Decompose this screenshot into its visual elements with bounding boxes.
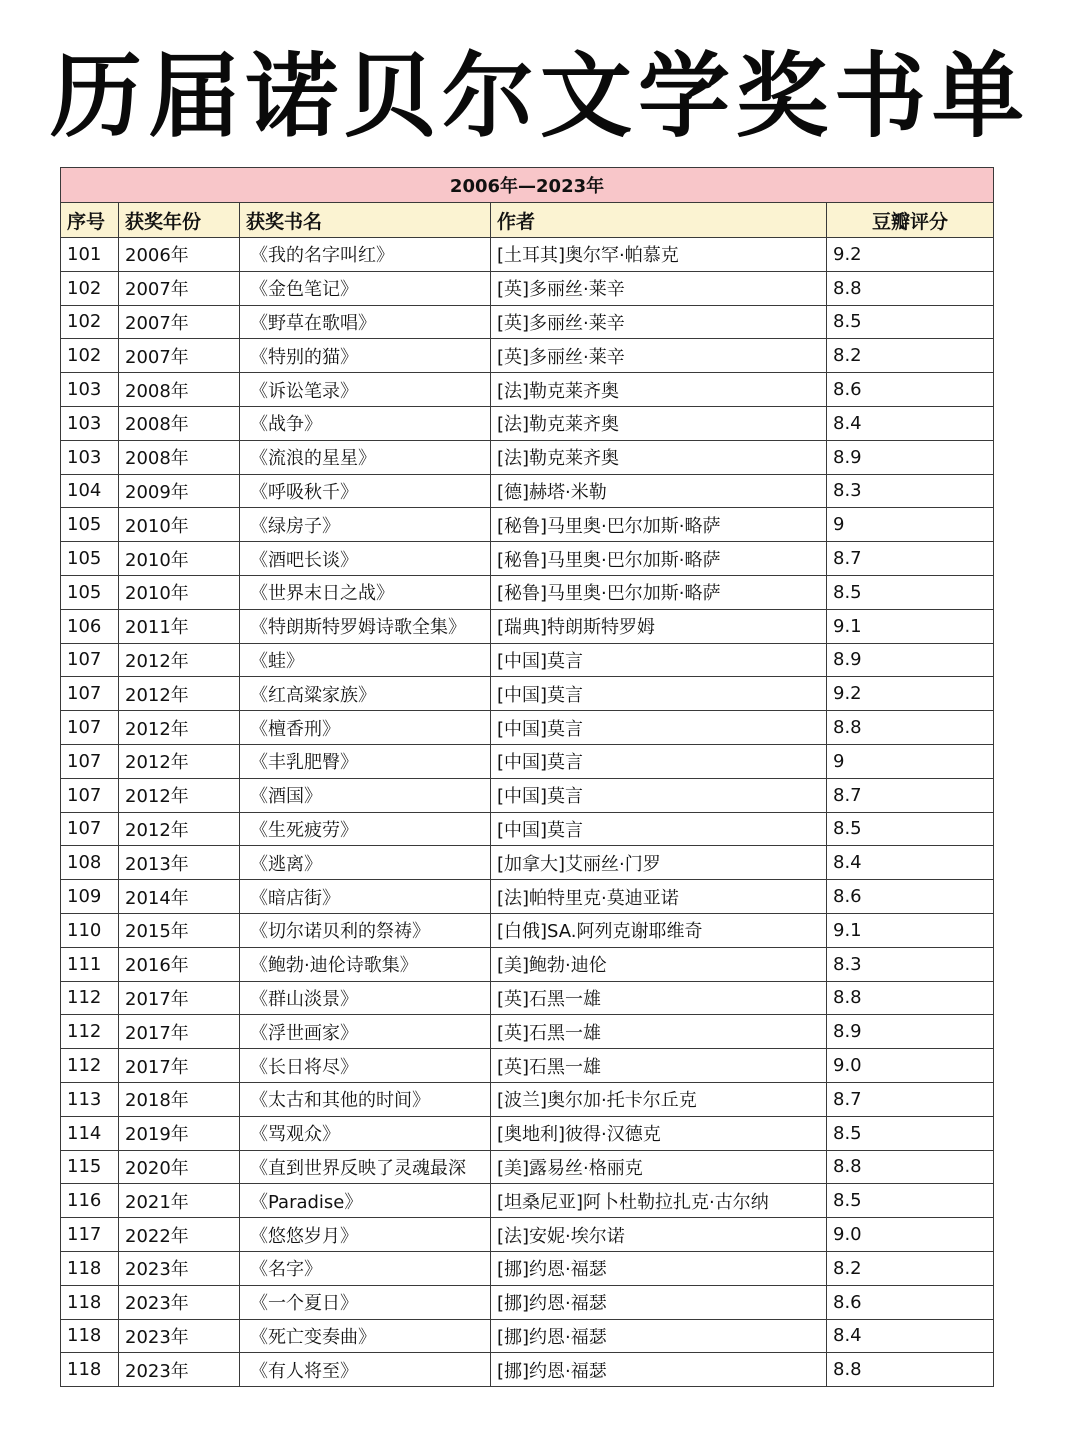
cell-author: [秘鲁]马里奥·巴尔加斯·略萨 xyxy=(491,508,827,542)
cell-index: 118 xyxy=(61,1319,119,1353)
cell-author: [英]石黑一雄 xyxy=(491,981,827,1015)
cell-book-title: 《生死疲劳》 xyxy=(240,812,491,846)
cell-book-title: 《太古和其他的时间》 xyxy=(240,1082,491,1116)
header-book-title: 获奖书名 xyxy=(240,203,491,238)
cell-index: 103 xyxy=(61,440,119,474)
cell-book-title: 《流浪的星星》 xyxy=(240,440,491,474)
cell-index: 114 xyxy=(61,1116,119,1150)
cell-year: 2012年 xyxy=(119,677,240,711)
cell-book-title: 《直到世界反映了灵魂最深 xyxy=(240,1150,491,1184)
cell-year: 2019年 xyxy=(119,1116,240,1150)
cell-year: 2021年 xyxy=(119,1184,240,1218)
cell-index: 107 xyxy=(61,744,119,778)
cell-author: [美]鲍勃·迪伦 xyxy=(491,947,827,981)
cell-index: 117 xyxy=(61,1218,119,1252)
table-row xyxy=(61,1184,994,1218)
cell-book-title: 《呼吸秋千》 xyxy=(240,474,491,508)
table-row xyxy=(61,1319,994,1353)
header-index: 序号 xyxy=(61,203,119,238)
cell-author: [秘鲁]马里奥·巴尔加斯·略萨 xyxy=(491,542,827,576)
table-row xyxy=(61,609,994,643)
table-row xyxy=(61,1218,994,1252)
cell-rating: 8.8 xyxy=(827,981,994,1015)
table-row xyxy=(61,1251,994,1285)
cell-author: [坦桑尼亚]阿卜杜勒拉扎克·古尔纳 xyxy=(491,1184,827,1218)
cell-rating: 9.1 xyxy=(827,609,994,643)
cell-rating: 8.8 xyxy=(827,1353,994,1387)
cell-rating: 8.4 xyxy=(827,1319,994,1353)
cell-author: [法]勒克莱齐奥 xyxy=(491,440,827,474)
cell-book-title: 《浮世画家》 xyxy=(240,1015,491,1049)
cell-year: 2007年 xyxy=(119,339,240,373)
cell-rating: 8.6 xyxy=(827,880,994,914)
cell-year: 2010年 xyxy=(119,575,240,609)
cell-rating: 8.8 xyxy=(827,1150,994,1184)
cell-author: [法]帕特里克·莫迪亚诺 xyxy=(491,880,827,914)
cell-index: 105 xyxy=(61,575,119,609)
cell-book-title: 《丰乳肥臀》 xyxy=(240,744,491,778)
cell-author: [德]赫塔·米勒 xyxy=(491,474,827,508)
cell-book-title: 《红高粱家族》 xyxy=(240,677,491,711)
table-row xyxy=(61,1082,994,1116)
cell-rating: 8.5 xyxy=(827,1184,994,1218)
cell-index: 118 xyxy=(61,1353,119,1387)
cell-book-title: 《世界末日之战》 xyxy=(240,575,491,609)
cell-book-title: 《金色笔记》 xyxy=(240,271,491,305)
cell-rating: 8.4 xyxy=(827,406,994,440)
cell-rating: 9 xyxy=(827,508,994,542)
cell-year: 2023年 xyxy=(119,1319,240,1353)
cell-book-title: 《蛙》 xyxy=(240,643,491,677)
cell-index: 116 xyxy=(61,1184,119,1218)
cell-book-title: 《酒国》 xyxy=(240,778,491,812)
cell-author: [中国]莫言 xyxy=(491,643,827,677)
cell-rating: 8.7 xyxy=(827,778,994,812)
table-row xyxy=(61,474,994,508)
cell-index: 112 xyxy=(61,1015,119,1049)
cell-book-title: 《Paradise》 xyxy=(240,1184,491,1218)
table-row xyxy=(61,913,994,947)
cell-year: 2007年 xyxy=(119,271,240,305)
cell-author: [中国]莫言 xyxy=(491,711,827,745)
cell-rating: 8.5 xyxy=(827,575,994,609)
cell-rating: 8.7 xyxy=(827,542,994,576)
cell-book-title: 《战争》 xyxy=(240,406,491,440)
cell-author: [英]多丽丝·莱辛 xyxy=(491,339,827,373)
cell-rating: 9.1 xyxy=(827,913,994,947)
cell-rating: 8.2 xyxy=(827,339,994,373)
table-row xyxy=(61,373,994,407)
cell-index: 107 xyxy=(61,677,119,711)
cell-year: 2008年 xyxy=(119,440,240,474)
cell-year: 2008年 xyxy=(119,373,240,407)
cell-author: [瑞典]特朗斯特罗姆 xyxy=(491,609,827,643)
cell-book-title: 《鲍勃·迪伦诗歌集》 xyxy=(240,947,491,981)
cell-index: 110 xyxy=(61,913,119,947)
table-row xyxy=(61,846,994,880)
table-row xyxy=(61,981,994,1015)
cell-index: 107 xyxy=(61,711,119,745)
cell-index: 113 xyxy=(61,1082,119,1116)
table-row xyxy=(61,1285,994,1319)
table-row xyxy=(61,1150,994,1184)
cell-index: 103 xyxy=(61,373,119,407)
cell-year: 2011年 xyxy=(119,609,240,643)
cell-book-title: 《名字》 xyxy=(240,1251,491,1285)
cell-book-title: 《绿房子》 xyxy=(240,508,491,542)
cell-author: [奥地利]彼得·汉德克 xyxy=(491,1116,827,1150)
cell-book-title: 《诉讼笔录》 xyxy=(240,373,491,407)
cell-author: [法]勒克莱齐奥 xyxy=(491,406,827,440)
cell-year: 2017年 xyxy=(119,981,240,1015)
cell-rating: 8.9 xyxy=(827,440,994,474)
cell-year: 2023年 xyxy=(119,1285,240,1319)
cell-author: [挪]约恩·福瑟 xyxy=(491,1285,827,1319)
cell-author: [加拿大]艾丽丝·门罗 xyxy=(491,846,827,880)
cell-author: [土耳其]奥尔罕·帕慕克 xyxy=(491,238,827,272)
table-row xyxy=(61,778,994,812)
cell-index: 112 xyxy=(61,981,119,1015)
table-row xyxy=(61,575,994,609)
cell-rating: 9.2 xyxy=(827,677,994,711)
cell-book-title: 《酒吧长谈》 xyxy=(240,542,491,576)
cell-rating: 8.8 xyxy=(827,711,994,745)
cell-author: [中国]莫言 xyxy=(491,812,827,846)
cell-year: 2017年 xyxy=(119,1049,240,1083)
table-row xyxy=(61,744,994,778)
cell-rating: 8.8 xyxy=(827,271,994,305)
cell-author: [法]安妮·埃尔诺 xyxy=(491,1218,827,1252)
cell-book-title: 《野草在歌唱》 xyxy=(240,305,491,339)
cell-rating: 8.6 xyxy=(827,373,994,407)
table-row xyxy=(61,880,994,914)
cell-year: 2010年 xyxy=(119,542,240,576)
cell-rating: 9.0 xyxy=(827,1218,994,1252)
cell-rating: 8.3 xyxy=(827,947,994,981)
cell-index: 107 xyxy=(61,643,119,677)
cell-rating: 8.6 xyxy=(827,1285,994,1319)
cell-index: 102 xyxy=(61,305,119,339)
table-row xyxy=(61,440,994,474)
cell-year: 2006年 xyxy=(119,238,240,272)
cell-year: 2013年 xyxy=(119,846,240,880)
cell-year: 2008年 xyxy=(119,406,240,440)
cell-author: [波兰]奥尔加·托卡尔丘克 xyxy=(491,1082,827,1116)
cell-author: [法]勒克莱齐奥 xyxy=(491,373,827,407)
cell-index: 102 xyxy=(61,339,119,373)
book-table-container xyxy=(60,167,993,1387)
cell-index: 101 xyxy=(61,238,119,272)
cell-author: [挪]约恩·福瑟 xyxy=(491,1319,827,1353)
cell-book-title: 《切尔诺贝利的祭祷》 xyxy=(240,913,491,947)
table-row xyxy=(61,339,994,373)
table-row xyxy=(61,406,994,440)
cell-author: [挪]约恩·福瑟 xyxy=(491,1353,827,1387)
book-table xyxy=(60,167,994,1387)
table-row xyxy=(61,643,994,677)
cell-index: 112 xyxy=(61,1049,119,1083)
cell-book-title: 《暗店街》 xyxy=(240,880,491,914)
cell-index: 105 xyxy=(61,542,119,576)
cell-year: 2020年 xyxy=(119,1150,240,1184)
cell-rating: 9.0 xyxy=(827,1049,994,1083)
cell-book-title: 《我的名字叫红》 xyxy=(240,238,491,272)
cell-author: [中国]莫言 xyxy=(491,744,827,778)
cell-index: 107 xyxy=(61,778,119,812)
cell-rating: 8.5 xyxy=(827,1116,994,1150)
table-row xyxy=(61,542,994,576)
cell-author: [秘鲁]马里奥·巴尔加斯·略萨 xyxy=(491,575,827,609)
cell-rating: 8.2 xyxy=(827,1251,994,1285)
cell-book-title: 《有人将至》 xyxy=(240,1353,491,1387)
cell-year: 2016年 xyxy=(119,947,240,981)
cell-year: 2012年 xyxy=(119,778,240,812)
cell-book-title: 《骂观众》 xyxy=(240,1116,491,1150)
table-row xyxy=(61,677,994,711)
table-row xyxy=(61,1353,994,1387)
cell-year: 2007年 xyxy=(119,305,240,339)
cell-index: 118 xyxy=(61,1251,119,1285)
cell-book-title: 《檀香刑》 xyxy=(240,711,491,745)
cell-index: 109 xyxy=(61,880,119,914)
cell-year: 2010年 xyxy=(119,508,240,542)
cell-rating: 8.9 xyxy=(827,1015,994,1049)
cell-author: [白俄]SA.阿列克谢耶维奇 xyxy=(491,913,827,947)
header-douban-rating: 豆瓣评分 xyxy=(827,203,994,238)
table-row xyxy=(61,1015,994,1049)
table-row xyxy=(61,812,994,846)
table-row xyxy=(61,711,994,745)
cell-author: [中国]莫言 xyxy=(491,677,827,711)
cell-rating: 8.5 xyxy=(827,812,994,846)
cell-year: 2009年 xyxy=(119,474,240,508)
cell-index: 118 xyxy=(61,1285,119,1319)
cell-year: 2012年 xyxy=(119,812,240,846)
cell-year: 2023年 xyxy=(119,1251,240,1285)
table-row xyxy=(61,1049,994,1083)
table-header-row xyxy=(61,203,994,238)
cell-rating: 9.2 xyxy=(827,238,994,272)
cell-book-title: 《群山淡景》 xyxy=(240,981,491,1015)
cell-index: 104 xyxy=(61,474,119,508)
cell-author: [英]多丽丝·莱辛 xyxy=(491,305,827,339)
cell-author: [英]多丽丝·莱辛 xyxy=(491,271,827,305)
year-range-band: 2006年—2023年 xyxy=(61,168,994,203)
cell-rating: 8.4 xyxy=(827,846,994,880)
cell-index: 107 xyxy=(61,812,119,846)
cell-author: [中国]莫言 xyxy=(491,778,827,812)
cell-index: 111 xyxy=(61,947,119,981)
cell-author: [挪]约恩·福瑟 xyxy=(491,1251,827,1285)
table-row xyxy=(61,271,994,305)
cell-index: 108 xyxy=(61,846,119,880)
table-row xyxy=(61,508,994,542)
cell-rating: 8.9 xyxy=(827,643,994,677)
cell-book-title: 《特别的猫》 xyxy=(240,339,491,373)
cell-year: 2017年 xyxy=(119,1015,240,1049)
cell-book-title: 《逃离》 xyxy=(240,846,491,880)
cell-year: 2012年 xyxy=(119,744,240,778)
cell-rating: 8.7 xyxy=(827,1082,994,1116)
cell-author: [美]露易丝·格丽克 xyxy=(491,1150,827,1184)
header-author: 作者 xyxy=(491,203,827,238)
cell-rating: 8.3 xyxy=(827,474,994,508)
cell-author: [英]石黑一雄 xyxy=(491,1015,827,1049)
cell-index: 105 xyxy=(61,508,119,542)
cell-book-title: 《长日将尽》 xyxy=(240,1049,491,1083)
cell-rating: 9 xyxy=(827,744,994,778)
cell-book-title: 《特朗斯特罗姆诗歌全集》 xyxy=(240,609,491,643)
cell-book-title: 《死亡变奏曲》 xyxy=(240,1319,491,1353)
cell-index: 115 xyxy=(61,1150,119,1184)
table-row xyxy=(61,947,994,981)
cell-author: [英]石黑一雄 xyxy=(491,1049,827,1083)
cell-year: 2018年 xyxy=(119,1082,240,1116)
cell-rating: 8.5 xyxy=(827,305,994,339)
page-title: 历届诺贝尔文学奖书单 xyxy=(49,43,1030,150)
table-row xyxy=(61,1116,994,1150)
cell-book-title: 《悠悠岁月》 xyxy=(240,1218,491,1252)
cell-year: 2014年 xyxy=(119,880,240,914)
cell-year: 2022年 xyxy=(119,1218,240,1252)
cell-index: 102 xyxy=(61,271,119,305)
cell-index: 106 xyxy=(61,609,119,643)
table-body xyxy=(61,238,994,1387)
cell-book-title: 《一个夏日》 xyxy=(240,1285,491,1319)
header-year: 获奖年份 xyxy=(119,203,240,238)
cell-year: 2012年 xyxy=(119,643,240,677)
cell-index: 103 xyxy=(61,406,119,440)
cell-year: 2023年 xyxy=(119,1353,240,1387)
table-row xyxy=(61,305,994,339)
table-row xyxy=(61,238,994,272)
cell-year: 2012年 xyxy=(119,711,240,745)
cell-year: 2015年 xyxy=(119,913,240,947)
